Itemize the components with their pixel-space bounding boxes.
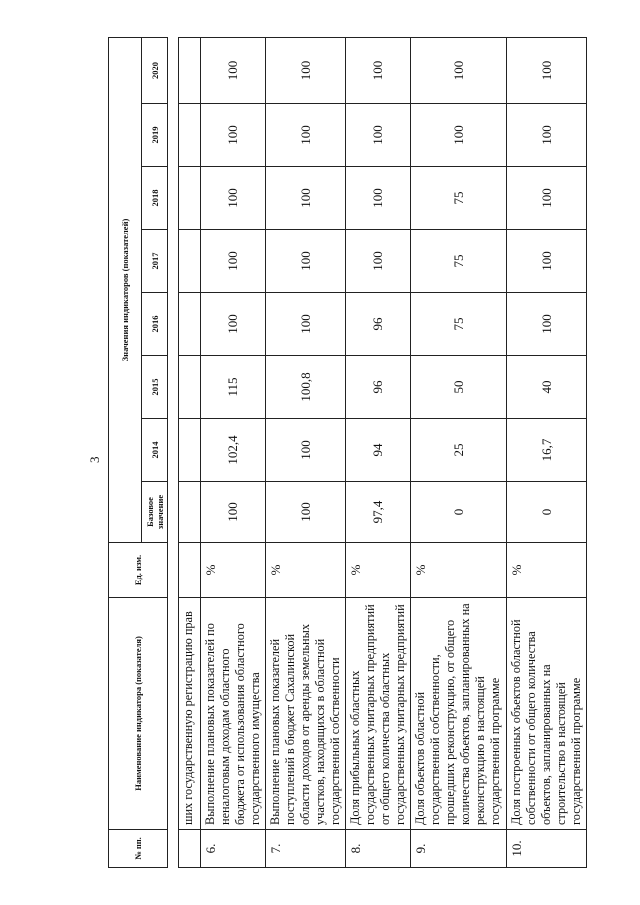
row-base: 97,4 — [346, 481, 411, 542]
table-row — [201, 37, 266, 867]
row-value: 100 — [507, 292, 587, 355]
row-name: Доля объектов областной государственной собственности, прошедших реконструкцию, от общего количества объектов, запланированных на реконструкцию в настоящей государственной программе — [411, 597, 507, 829]
header-year: 2019 — [142, 103, 168, 166]
continuation-text: ших государственную регистрацию прав — [179, 597, 201, 829]
row-value: 75 — [411, 229, 507, 292]
row-base: 100 — [201, 481, 266, 542]
row-value: 100 — [507, 166, 587, 229]
row-value: 94 — [346, 418, 411, 481]
row-num: 10. — [507, 829, 587, 867]
header-year: 2020 — [142, 37, 168, 103]
header-year: 2018 — [142, 166, 168, 229]
header-name: Наименование индикатора (показателя) — [109, 597, 168, 829]
table-row — [411, 37, 507, 867]
row-value: 100 — [507, 103, 587, 166]
row-value: 100 — [201, 166, 266, 229]
header-row-1 — [109, 37, 142, 867]
row-value: 100 — [201, 103, 266, 166]
header-year: 2015 — [142, 355, 168, 418]
row-value: 96 — [346, 355, 411, 418]
header-year: 2014 — [142, 418, 168, 481]
row-value: 25 — [411, 418, 507, 481]
row-base: 0 — [411, 481, 507, 542]
row-value: 100 — [266, 37, 346, 103]
row-value: 100 — [411, 103, 507, 166]
row-unit: % — [201, 542, 266, 597]
row-num: 7. — [266, 829, 346, 867]
row-value: 100 — [201, 229, 266, 292]
row-base: 0 — [507, 481, 587, 542]
header-values-group: Значения индикаторов (показателей) — [109, 37, 142, 542]
row-value: 100 — [507, 229, 587, 292]
row-name: Доля прибыльных областных государственных унитарных предприятий от общего количества областных государственных унитарных предприятий — [346, 597, 411, 829]
row-value: 102,4 — [201, 418, 266, 481]
table-gap-row — [168, 37, 179, 867]
row-base: 100 — [266, 481, 346, 542]
rotated-page-content — [75, 38, 583, 868]
row-value: 16,7 — [507, 418, 587, 481]
row-value: 75 — [411, 292, 507, 355]
row-value: 96 — [346, 292, 411, 355]
header-num: № пп. — [109, 829, 168, 867]
row-value: 100 — [201, 292, 266, 355]
header-unit: Ед. изм. — [109, 542, 168, 597]
table-row — [507, 37, 587, 867]
page-number: 3 — [87, 456, 102, 463]
row-value: 100 — [507, 37, 587, 103]
row-value: 100 — [346, 103, 411, 166]
row-unit: % — [507, 542, 587, 597]
row-unit: % — [346, 542, 411, 597]
row-value: 40 — [507, 355, 587, 418]
continuation-row — [179, 37, 201, 867]
row-name: Выполнение плановых показателей по неналоговым доходам областного бюджета от использования областного государственного имущества — [201, 597, 266, 829]
row-num: 9. — [411, 829, 507, 867]
indicators-table — [108, 37, 587, 868]
row-value: 100 — [411, 37, 507, 103]
row-num: 6. — [201, 829, 266, 867]
row-unit: % — [411, 542, 507, 597]
row-num: 8. — [346, 829, 411, 867]
row-name: Выполнение плановых показателей поступлений в бюджет Сахалинской области доходов от аренды земельных участков, находящихся в областной государственной собственности — [266, 597, 346, 829]
row-value: 100 — [266, 418, 346, 481]
table-row — [266, 37, 346, 867]
header-year: 2016 — [142, 292, 168, 355]
row-value: 100 — [346, 166, 411, 229]
row-value: 100 — [266, 292, 346, 355]
row-name: Доля построенных объектов областной собственности от общего количества объектов, запланированных на строительство в настоящей государственной программе — [507, 597, 587, 829]
row-value: 100 — [266, 166, 346, 229]
row-value: 100,8 — [266, 355, 346, 418]
table-row — [346, 37, 411, 867]
row-value: 115 — [201, 355, 266, 418]
header-year: 2017 — [142, 229, 168, 292]
row-value: 100 — [346, 229, 411, 292]
header-base: Базовое значение — [142, 481, 168, 542]
row-unit: % — [266, 542, 346, 597]
row-value: 75 — [411, 166, 507, 229]
row-value: 100 — [266, 103, 346, 166]
row-value: 100 — [201, 37, 266, 103]
row-value: 100 — [266, 229, 346, 292]
row-value: 50 — [411, 355, 507, 418]
row-value: 100 — [346, 37, 411, 103]
